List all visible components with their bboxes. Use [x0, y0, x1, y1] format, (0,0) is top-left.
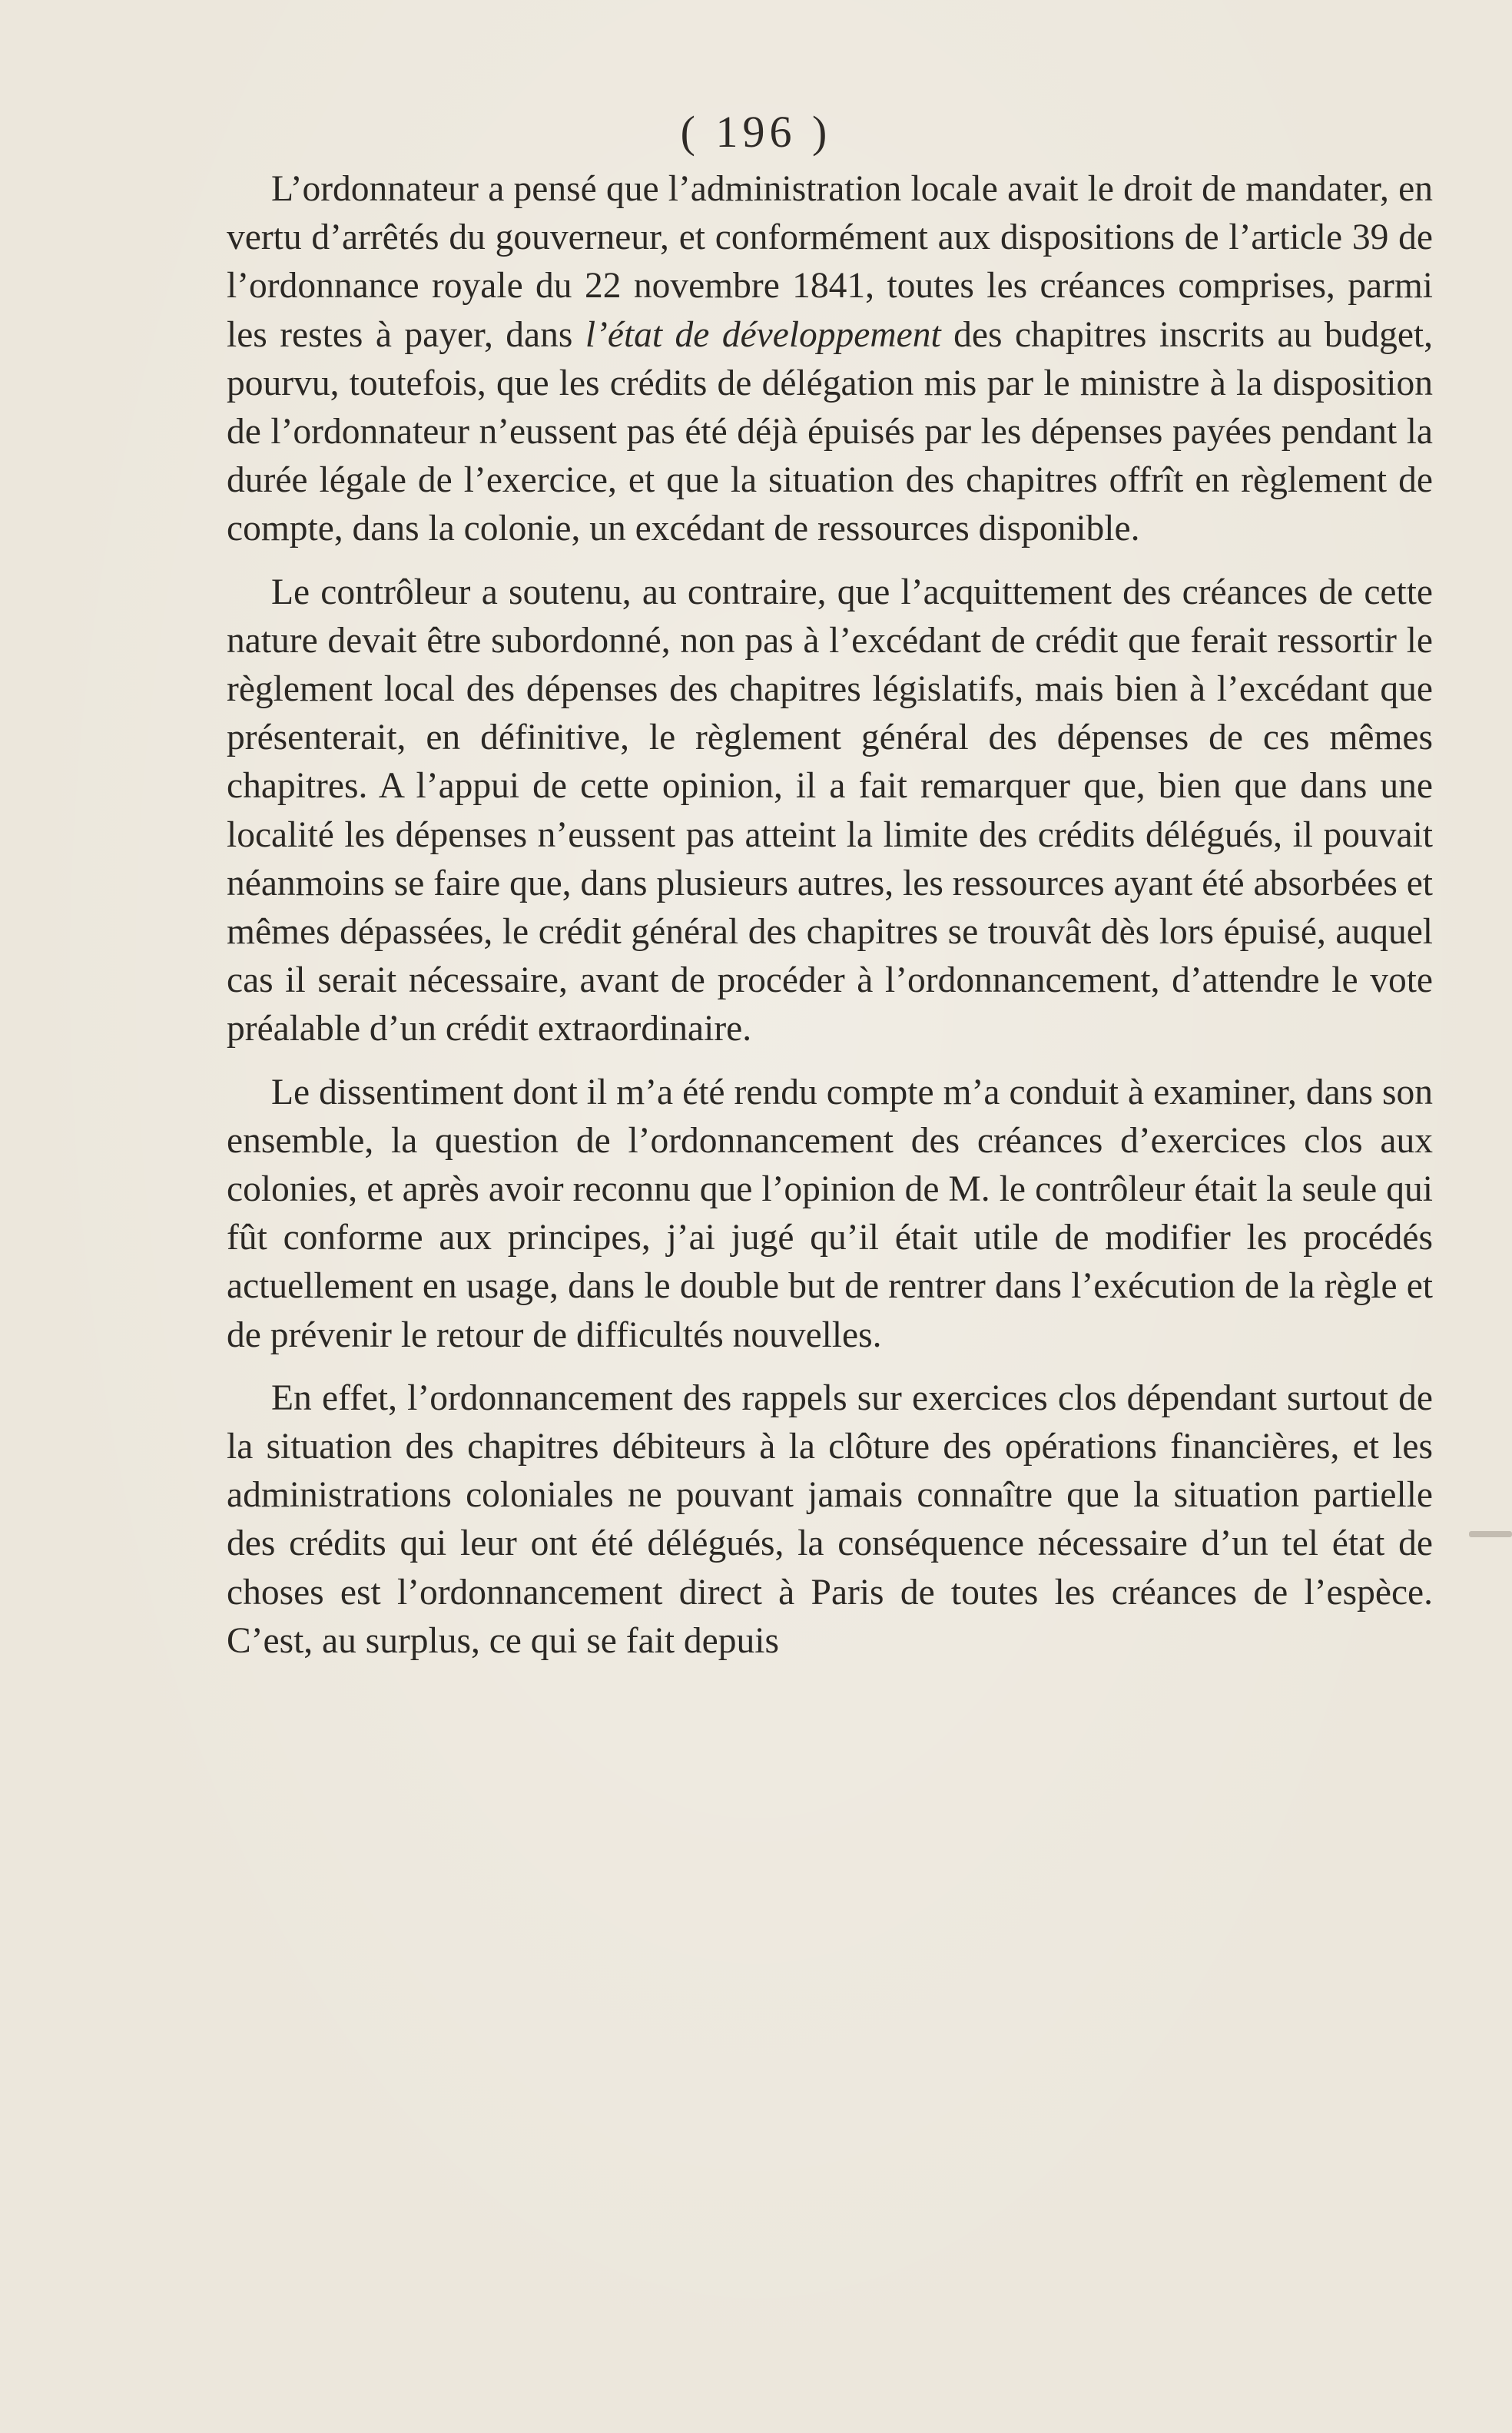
paragraph-3: Le dissentiment dont il m’a été rendu compte m’a conduit à examiner, dans son ensemble, la question de l’ordonnancement des créances d’exercices clos aux colonies, et après avoir reconnu que l’opinion de M. le contrôleur était la seule qui fût conforme aux principes, j’ai jugé qu’il était utile de modifier les procédés actuellement en usage, dans le double but de rentrer dans l’exécution de la règle et de prévenir le retour de difficultés nouvelles. [227, 1072, 1433, 1355]
margin-mark [1469, 1531, 1512, 1537]
paragraph-4: En effet, l’ordonnancement des rappels sur exercices clos dépendant surtout de la situation des chapitres débiteurs à la clôture des opérations financières, et les administrations coloniales ne pouvant jamais connaître que la situation partielle des crédits qui leur ont été délégués, la conséquence nécessaire d’un tel état de choses est l’ordonnancement direct à Paris de toutes les créances de l’espèce. C’est, au surplus, ce qui se fait depuis [227, 1377, 1433, 1661]
paragraph-1 [227, 165, 1433, 554]
body-text [227, 165, 1433, 1666]
paragraph-1-text-before: L’ordonnateur a pensé que l’administration locale avait le droit de mandater, en vertu d’arrêtés du gouverneur, et conformément aux dispositions de l’article 39 de l’ordonnance royale du 22 novembre 1841, toutes les créances comprises, parmi les restes à payer, dans [227, 169, 1433, 355]
page-number: ( 196 ) [680, 107, 832, 157]
paragraph-1-text-after: des chapitres inscrits au budget, pourvu, toutefois, que les crédits de délégation mis par le ministre à la disposition de l’ordonnateur n’eussent pas été déjà épuisés par les dépenses payées pendant la durée légale de l’exercice, et que la situation des chapitres offrît en règlement de compte, dans la colonie, un excédant de ressources disponible. [227, 314, 1433, 549]
paragraph-1-italic-phrase: l’état de développement [585, 314, 941, 355]
paragraph-2: Le contrôleur a soutenu, au contraire, que l’acquittement des créances de cette nature devait être subordonné, non pas à l’excédant de crédit que ferait ressortir le règlement local des dépenses des chapitres législatifs, mais bien à l’excédant que présenterait, en définitive, le règlement général des dépenses de ces mêmes chapitres. A l’appui de cette opinion, il a fait remarquer que, bien que dans une localité les dépenses n’eussent pas atteint la limite des crédits délégués, il pouvait néanmoins se faire que, dans plusieurs autres, les ressources ayant été absorbées et mêmes dépassées, le crédit général des chapitres se trouvât dès lors épuisé, auquel cas il serait nécessaire, avant de procéder à l’ordonnancement, d’attendre le vote préalable d’un crédit extraordinaire. [227, 572, 1433, 1049]
